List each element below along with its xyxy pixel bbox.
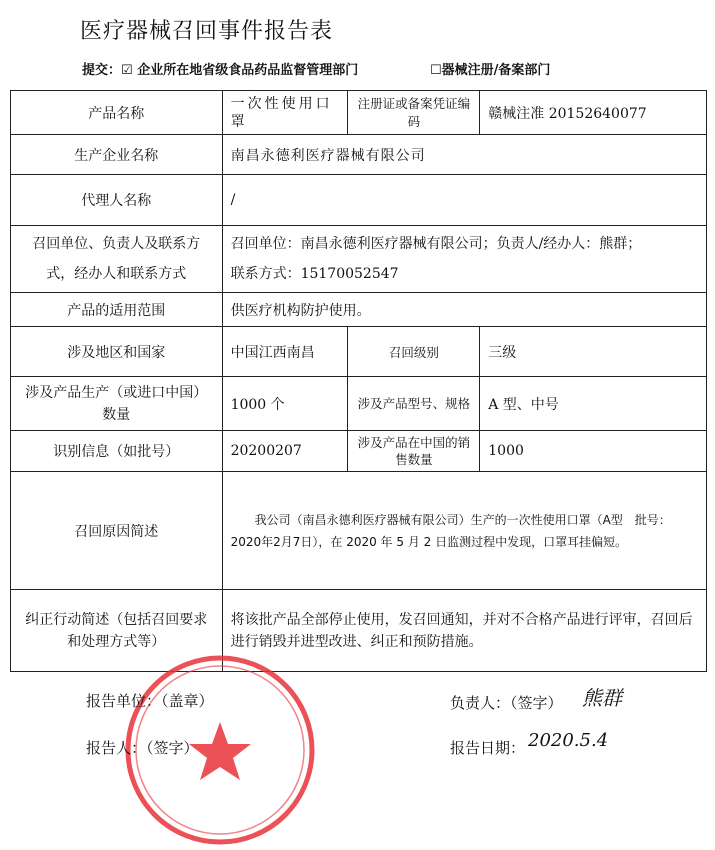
- report-date-value: 2020.5.4: [528, 730, 609, 751]
- form-title: 医疗器械召回事件报告表: [80, 19, 334, 44]
- model-value: A 型、中号: [480, 377, 707, 431]
- report-unit-label: 报告单位：（盖章）: [86, 692, 214, 710]
- region-label: 涉及地区和国家: [11, 327, 223, 377]
- product-name-value: 一次性使用口罩: [222, 91, 348, 135]
- recall-level-label: 召回级别: [348, 327, 480, 377]
- action-label: 纠正行动简述（包括召回要求和处理方式等）: [11, 590, 223, 672]
- action-value: 将该批产品全部停止使用，发召回通知，并对不合格产品进行评审，召回后进行销毁并进型改进、纠正和预防措施。: [222, 590, 706, 672]
- reporter-label: 报告人：（签字）: [86, 739, 199, 757]
- scope-value: 供医疗机构防护使用。: [222, 293, 706, 327]
- region-value: 中国江西南昌: [222, 327, 348, 377]
- report-date-label: 报告日期：: [450, 739, 526, 757]
- signature: 熊群: [582, 686, 622, 710]
- sales-value: 1000: [480, 431, 707, 472]
- product-name-label: 产品名称: [11, 91, 223, 135]
- recall-level-value: 三级: [480, 327, 707, 377]
- scope-label: 产品的适用范围: [11, 293, 223, 327]
- reason-value: 我公司（南昌永德利医疗器械有限公司）生产的一次性使用口罩（A型 批号：2020年2月7日），在 2020 年 5 月 2 日监测过程中发现，口罩耳挂偏短。: [222, 472, 706, 590]
- submit-line: [82, 59, 551, 78]
- quantity-value: 1000 个: [222, 377, 348, 431]
- registration-label: 注册证或备案凭证编码: [348, 91, 480, 135]
- registration-value: 赣械注准 20152640077: [480, 91, 707, 135]
- submit-option-provincial[interactable]: ☑ 企业所在地省级食品药品监督管理部门: [121, 63, 359, 78]
- contact-line-1: 召回单位：南昌永德利医疗器械有限公司；负责人/经办人：熊群；: [230, 236, 642, 252]
- responsible-label: 负责人：（签字）: [450, 694, 563, 712]
- manufacturer-label: 生产企业名称: [11, 135, 223, 175]
- submit-label: 提交：: [82, 63, 122, 78]
- sales-label: 涉及产品在中国的销售数量: [348, 431, 480, 472]
- recall-report-table: [10, 90, 707, 672]
- agent-value: /: [222, 175, 706, 226]
- quantity-label: 涉及产品生产（或进口中国）数量: [11, 377, 223, 431]
- contact-label: 召回单位、负责人及联系方式，经办人和联系方式: [11, 226, 223, 293]
- submit-option-registration[interactable]: ☐器械注册/备案部门: [430, 63, 551, 78]
- model-label: 涉及产品型号、规格: [348, 377, 480, 431]
- batch-label: 识别信息（如批号）: [11, 431, 223, 472]
- manufacturer-value: 南昌永德利医疗器械有限公司: [222, 135, 706, 175]
- contact-value: [222, 226, 706, 293]
- reason-label: 召回原因简述: [11, 472, 223, 590]
- batch-value: 20200207: [222, 431, 348, 472]
- contact-line-2: 联系方式：15170052547: [230, 266, 399, 282]
- agent-label: 代理人名称: [11, 175, 223, 226]
